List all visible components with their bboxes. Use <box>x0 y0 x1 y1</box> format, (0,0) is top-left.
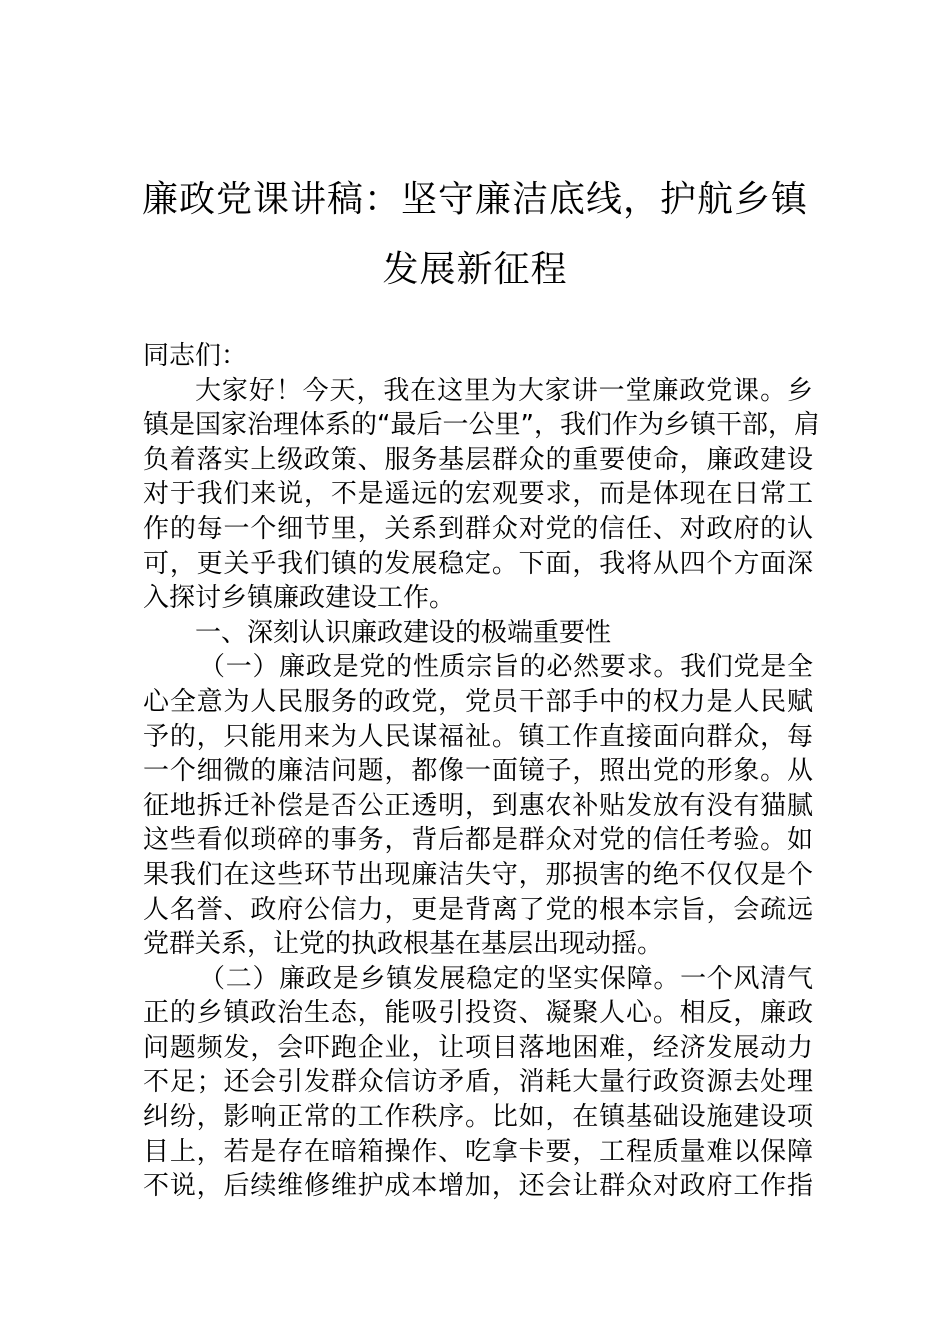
paragraph-line: 镇是国家治理体系的“最后一公里”，我们作为乡镇干部，肩 <box>143 410 820 441</box>
document-title-line-1: 廉政党课讲稿：坚守廉洁底线，护航乡镇 <box>141 179 808 220</box>
paragraph-line: 党群关系，让党的执政根基在基层出现动摇。 <box>143 929 664 960</box>
paragraph-line: 心全意为人民服务的政党，党员干部手中的权力是人民赋 <box>143 686 813 717</box>
paragraph-line: 一个细微的廉洁问题，都像一面镜子，照出党的形象。从 <box>143 756 813 787</box>
paragraph-line: 不足；还会引发群众信访矛盾，消耗大量行政资源去处理 <box>143 1067 813 1098</box>
section-heading: 一、深刻认识廉政建设的极端重要性 <box>195 617 612 648</box>
paragraph-line: （一）廉政是党的性质宗旨的必然要求。我们党是全 <box>199 652 813 683</box>
paragraph-line: 予的，只能用来为人民谋福祉。镇工作直接面向群众，每 <box>143 721 813 752</box>
paragraph-line: 负着落实上级政策、服务基层群众的重要使命，廉政建设 <box>143 444 813 475</box>
document-title-line-2: 发展新征程 <box>382 249 568 290</box>
paragraph-line: 这些看似琐碎的事务，背后都是群众对党的信任考验。如 <box>143 825 813 856</box>
paragraph-line: （二）廉政是乡镇发展稳定的坚实保障。一个风清气 <box>199 963 813 994</box>
paragraph-line: 入探讨乡镇廉政建设工作。 <box>143 583 456 614</box>
paragraph-line: 问题频发，会吓跑企业，让项目落地困难，经济发展动力 <box>143 1032 813 1063</box>
paragraph-line: 征地拆迁补偿是否公正透明，到惠农补贴发放有没有猫腻 <box>143 790 813 821</box>
paragraph-line: 正的乡镇政治生态，能吸引投资、凝聚人心。相反，廉政 <box>143 998 813 1029</box>
paragraph-line: 作的每一个细节里，关系到群众对党的信任、对政府的认 <box>143 513 813 544</box>
paragraph-line: 人名誉、政府公信力，更是背离了党的根本宗旨，会疏远 <box>143 894 813 925</box>
paragraph-line: 可，更关乎我们镇的发展稳定。下面，我将从四个方面深 <box>143 548 813 579</box>
paragraph-line: 纠纷，影响正常的工作秩序。比如，在镇基础设施建设项 <box>143 1102 813 1133</box>
document-body <box>143 339 820 1204</box>
paragraph-line: 不说，后续维修维护成本增加，还会让群众对政府工作指 <box>143 1171 813 1202</box>
salutation: 同志们： <box>143 341 248 371</box>
paragraph-line: 果我们在这些环节出现廉洁失守，那损害的绝不仅仅是个 <box>143 859 813 890</box>
paragraph-line: 目上，若是存在暗箱操作、吃拿卡要，工程质量难以保障 <box>143 1136 813 1167</box>
paragraph-line: 大家好！今天，我在这里为大家讲一堂廉政党课。乡 <box>195 375 813 406</box>
paragraph-line: 对于我们来说，不是遥远的宏观要求，而是体现在日常工 <box>143 479 813 510</box>
